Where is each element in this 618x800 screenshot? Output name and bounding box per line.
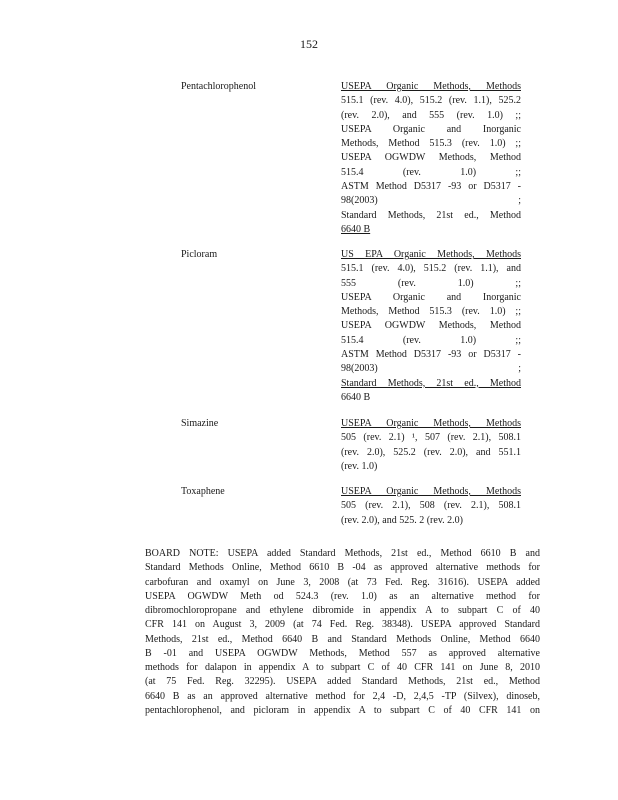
method-line: USEPA OGWDW Methods, Method (341, 320, 521, 332)
method-line: 515.1 (rev. 4.0), 515.2 (rev. 1.1), 525.2 (341, 95, 521, 107)
method-line: (rev. 2.0), and 525. 2 (rev. 2.0) (341, 514, 463, 526)
board-note-line: carbofuran and oxamyl on June 3, 2008 (at 73 Fed. Reg. 31616). USEPA added (145, 576, 540, 588)
analyte-label: Simazine (181, 418, 219, 429)
method-line: USEPA Organic Methods, Methods (341, 418, 521, 429)
method-line: (rev. 2.0), 525.2 (rev. 2.0), and 551.1 (341, 446, 521, 458)
method-line: 505 (rev. 2.1) ¹, 507 (rev. 2.1), 508.1 (341, 432, 521, 444)
method-line: 505 (rev. 2.1), 508 (rev. 2.1), 508.1 (341, 500, 521, 512)
method-line: ASTM Method D5317 -93 or D5317 - (341, 349, 521, 361)
analyte-label: Picloram (181, 249, 218, 260)
analyte-label: Toxaphene (181, 486, 225, 497)
method-line: US EPA Organic Methods, Methods (341, 249, 521, 260)
methods-list (341, 248, 521, 405)
board-note-line: Methods, 21st ed., Method 6640 B and Standard Methods Online, Method 6640 (145, 633, 540, 645)
board-note-line: dibromochloropropane and ethylene dibromide in appendix A to subpart C of 40 (145, 605, 540, 616)
method-line: 515.4 (rev. 1.0) ;; (341, 166, 521, 178)
method-line: 98(2003) ; (341, 363, 521, 375)
board-note-line: Standard Methods Online, Method 6610 B -04 as approved alternative methods for (145, 562, 540, 574)
method-line: USEPA Organic Methods, Methods (341, 81, 521, 92)
method-line: ASTM Method D5317 -93 or D5317 - (341, 181, 521, 193)
board-note-line: (at 75 Fed. Reg. 32295). USEPA added Standard Methods, 21st ed., Method (145, 676, 540, 688)
method-line: (rev. 2.0), and 555 (rev. 1.0) ;; (341, 109, 521, 121)
method-line: USEPA Organic Methods, Methods (341, 486, 521, 497)
method-line: 6640 B (341, 223, 371, 235)
methods-list (341, 80, 521, 237)
analyte-label: Pentachlorophenol (181, 81, 256, 92)
methods-list (341, 485, 521, 528)
board-note (145, 547, 540, 718)
board-note-line: CFR 141 on August 3, 2009 (at 74 Fed. Reg. 38348). USEPA approved Standard (145, 619, 540, 631)
board-note-line: BOARD NOTE: USEPA added Standard Methods, 21st ed., Method 6610 B and (145, 548, 540, 559)
page-number: 152 (300, 37, 318, 51)
method-line: USEPA Organic and Inorganic (341, 291, 521, 303)
method-line: 515.4 (rev. 1.0) ;; (341, 334, 521, 346)
method-line: 98(2003) ; (341, 195, 521, 207)
method-line: Methods, Method 515.3 (rev. 1.0) ;; (341, 138, 521, 150)
board-note-line: 6640 B as an approved alternative method for 2,4 -D, 2,4,5 -TP (Silvex), dinoseb, (145, 690, 540, 702)
methods-list (341, 417, 521, 474)
method-line: USEPA OGWDW Methods, Method (341, 152, 521, 164)
method-line: 6640 B (341, 391, 371, 403)
board-note-line: pentachlorophenol, and picloram in appendix A to subpart C of 40 CFR 141 on (145, 704, 540, 716)
method-line: 555 (rev. 1.0) ;; (341, 277, 521, 289)
method-line: 515.1 (rev. 4.0), 515.2 (rev. 1.1), and (341, 263, 521, 275)
method-line: (rev. 1.0) (341, 460, 378, 472)
method-line: Standard Methods, 21st ed., Method (341, 209, 521, 221)
board-note-line: USEPA OGWDW Meth od 524.3 (rev. 1.0) as an alternative method for (145, 590, 540, 602)
method-line: Methods, Method 515.3 (rev. 1.0) ;; (341, 306, 521, 318)
board-note-line: B -01 and USEPA OGWDW Methods, Method 557 as approved alternative (145, 647, 540, 659)
method-line: USEPA Organic and Inorganic (341, 123, 521, 135)
board-note-line: methods for dalapon in appendix A to subpart C of 40 CFR 141 on June 8, 2010 (145, 662, 540, 673)
method-line: Standard Methods, 21st ed., Method (341, 377, 521, 389)
